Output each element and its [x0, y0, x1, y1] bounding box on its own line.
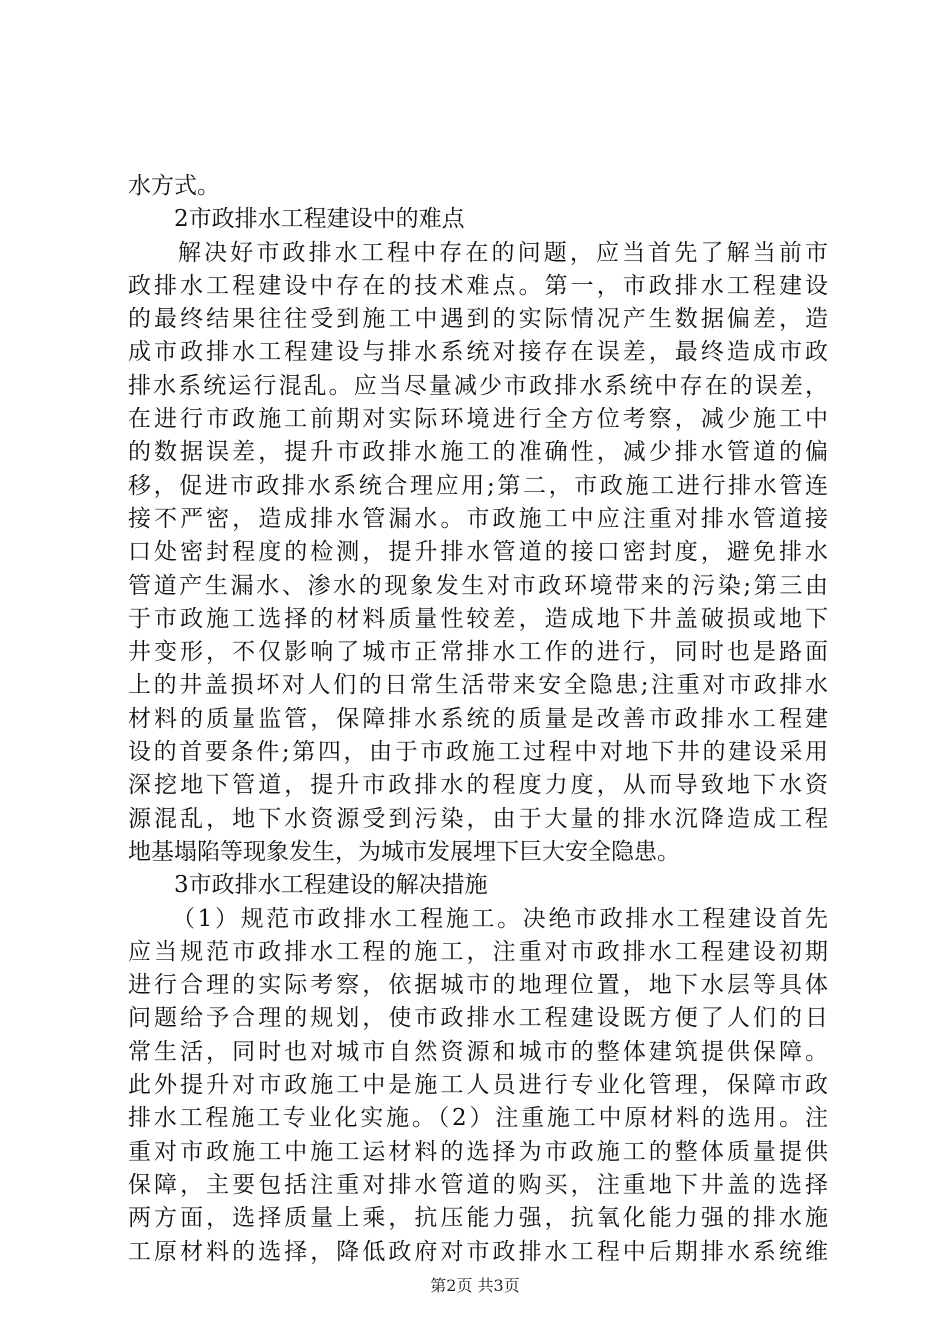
section-heading: 3市政排水工程建设的解决措施	[174, 872, 488, 899]
text-line: 水方式。	[128, 173, 220, 199]
text-line: 重对市政施工中施工运材料的选择为市政施工的整体质量提供	[128, 1138, 828, 1165]
text-line: 工原材料的选择，降低政府对市政排水工程中后期排水系统维	[128, 1238, 828, 1265]
text-line: 排水系统运行混乱。应当尽量减少市政排水系统中存在的误差，	[128, 372, 828, 399]
text-line: 问题给予合理的规划，使市政排水工程建设既方便了人们的日	[128, 1005, 828, 1032]
text-line: 深挖地下管道，提升市政排水的程度力度，从而导致地下水资	[128, 772, 828, 799]
text-line: 在进行市政施工前期对实际环境进行全方位考察，减少施工中	[128, 406, 828, 433]
text-line: 的最终结果往往受到施工中遇到的实际情况产生数据偏差，造	[128, 306, 828, 333]
document-body	[128, 170, 828, 1269]
text-line: 移，促进市政排水系统合理应用;第二，市政施工进行排水管连	[128, 472, 828, 499]
text-line: 井变形，不仅影响了城市正常排水工作的进行，同时也是路面	[128, 639, 828, 666]
text-line: 源混乱，地下水资源受到污染，由于大量的排水沉降造成工程	[128, 805, 828, 832]
text-line: 上的井盖损坏对人们的日常生活带来安全隐患;注重对市政排水	[128, 672, 828, 699]
text-line: 政排水工程建设中存在的技术难点。第一，市政排水工程建设	[128, 272, 828, 299]
text-line: 两方面，选择质量上乘，抗压能力强，抗氧化能力强的排水施	[128, 1205, 828, 1232]
text-line: 成市政排水工程建设与排水系统对接存在误差，最终造成市政	[128, 339, 828, 366]
text-line: 接不严密，造成排水管漏水。市政施工中应注重对排水管道接	[128, 505, 828, 532]
section-heading: 2市政排水工程建设中的难点	[174, 206, 465, 233]
text-line: 的数据误差，提升市政排水施工的准确性，减少排水管道的偏	[128, 439, 828, 466]
text-line: 口处密封程度的检测，提升排水管道的接口密封度，避免排水	[128, 539, 828, 566]
text-line: 保障，主要包括注重对排水管道的购买，注重地下井盖的选择	[128, 1171, 828, 1198]
text-line: 解决好市政排水工程中存在的问题，应当首先了解当前市	[178, 239, 828, 266]
text-line: 材料的质量监管，保障排水系统的质量是改善市政排水工程建	[128, 705, 828, 732]
text-line: 应当规范市政排水工程的施工，注重对市政排水工程建设初期	[128, 938, 828, 965]
text-line: 管道产生漏水、渗水的现象发生对市政环境带来的污染;第三由	[128, 572, 828, 599]
text-line: 排水工程施工专业化实施。（2）注重施工中原材料的选用。注	[128, 1105, 828, 1132]
text-line: 此外提升对市政施工中是施工人员进行专业化管理，保障市政	[128, 1072, 828, 1099]
text-line: 地基塌陷等现象发生，为城市发展埋下巨大安全隐患。	[128, 838, 680, 865]
text-line: 常生活，同时也对城市自然资源和城市的整体建筑提供保障。	[128, 1038, 828, 1065]
text-line: 设的首要条件;第四，由于市政施工过程中对地下井的建设采用	[128, 739, 828, 766]
text-line: （1）规范市政排水工程施工。决绝市政排水工程建设首先	[172, 905, 828, 932]
text-line: 于市政施工选择的材料质量性较差，造成地下井盖破损或地下	[128, 605, 828, 632]
page-number-footer: 第2页 共3页	[430, 1276, 520, 1295]
text-line: 进行合理的实际考察，依据城市的地理位置，地下水层等具体	[128, 972, 828, 999]
